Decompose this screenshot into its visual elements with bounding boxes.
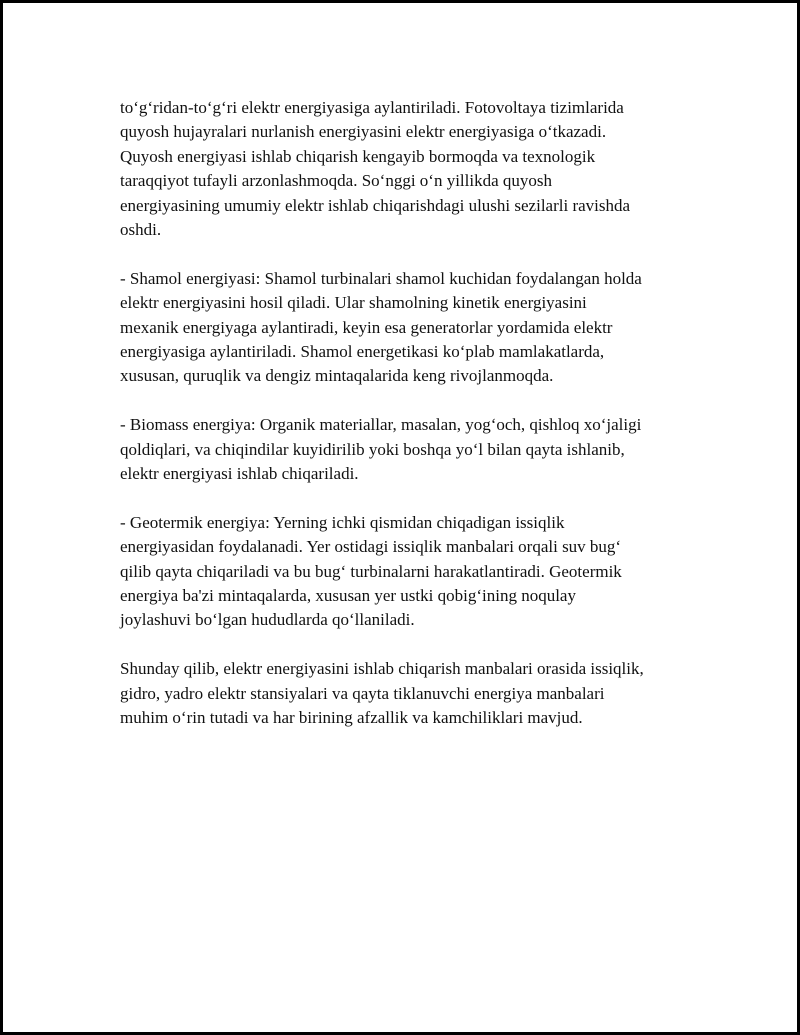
paragraph-geothermal-energy — [120, 511, 686, 633]
text-line: energiyasiga aylantiriladi. Shamol energetikasi ko‘plab mamlakatlarda, — [120, 342, 605, 362]
text-line: to‘g‘ridan-to‘g‘ri elektr energiyasiga aylantiriladi. Fotovoltaya tizimlarida — [120, 98, 624, 117]
text-line: taraqqiyot tufayli arzonlashmoqda. So‘nggi o‘n yillikda quyosh — [120, 171, 553, 191]
text-line: muhim o‘rin tutadi va har birining afzallik va kamchiliklari mavjud. — [120, 708, 583, 728]
text-line: oshdi. — [120, 220, 162, 240]
text-line: energiyasidan foydalanadi. Yer ostidagi issiqlik manbalari orqali suv bug‘ — [120, 537, 622, 557]
text-line: - Biomass energiya: Organik materiallar, masalan, yog‘och, qishloq xo‘jaligi — [120, 415, 642, 435]
text-line: - Geotermik energiya: Yerning ichki qismidan chiqadigan issiqlik — [120, 512, 565, 532]
paragraph-biomass-energy — [120, 413, 686, 486]
text-line: Quyosh energiyasi ishlab chiqarish kengayib bormoqda va texnologik — [120, 146, 596, 166]
text-line: elektr energiyasi ishlab chiqariladi. — [120, 464, 359, 484]
text-line: qoldiqlari, va chiqindilar kuyidirilib yoki boshqa yo‘l bilan qayta ishlanib, — [120, 439, 625, 459]
text-line: mexanik energiyaga aylantiradi, keyin esa generatorlar yordamida elektr — [120, 317, 613, 337]
text-line: xususan, quruqlik va dengiz mintaqalarida keng rivojlanmoqda. — [120, 366, 554, 386]
text-line: qilib qayta chiqariladi va bu bug‘ turbinalarni harakatlantiradi. Geotermik — [120, 561, 622, 581]
text-line: energiya ba'zi mintaqalarda, xususan yer ustki qobig‘ining noqulay — [120, 586, 576, 606]
document-body — [120, 96, 686, 755]
text-line: gidro, yadro elektr stansiyalari va qayta tiklanuvchi energiya manbalari — [120, 683, 605, 703]
text-line: joylashuvi bo‘lgan hududlarda qo‘llaniladi. — [120, 610, 415, 630]
paragraph-solar-energy — [120, 96, 686, 242]
paragraph-wind-energy — [120, 267, 686, 389]
text-line: - Shamol energiyasi: Shamol turbinalari shamol kuchidan foydalangan holda — [120, 268, 642, 288]
text-line: Shunday qilib, elektr energiyasini ishlab chiqarish manbalari orasida issiqlik, — [120, 659, 644, 679]
text-line: elektr energiyasini hosil qiladi. Ular shamolning kinetik energiyasini — [120, 293, 587, 313]
text-line: energiyasining umumiy elektr ishlab chiqarishdagi ulushi sezilarli ravishda — [120, 195, 631, 215]
text-line: quyosh hujayralari nurlanish energiyasini elektr energiyasiga o‘tkazadi. — [120, 122, 607, 142]
paragraph-conclusion — [120, 657, 686, 730]
